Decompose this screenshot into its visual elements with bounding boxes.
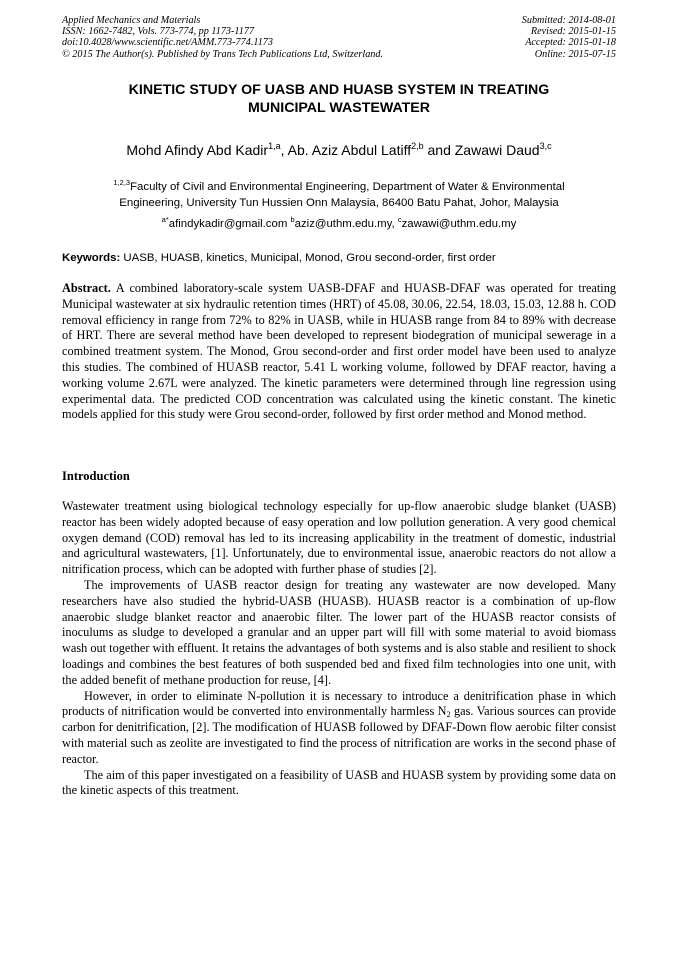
affiliation-sup: 1,2,3	[113, 178, 131, 187]
email-c-sup: c	[397, 215, 402, 224]
journal-copyright: © 2015 The Author(s). Published by Trans Tech Publications Ltd, Switzerland.	[62, 48, 384, 60]
affiliation-line-1: Faculty of Civil and Environmental Engineering, Department of Water & Environmental	[130, 181, 565, 193]
author-2: , Ab. Aziz Abdul Latiff	[280, 142, 412, 158]
introduction-body	[62, 499, 616, 799]
date-submitted: Submitted: 2014-08-01	[521, 15, 616, 26]
title-line-2: MUNICIPAL WASTEWATER	[247, 100, 431, 116]
abstract	[62, 281, 616, 423]
email-c[interactable]: zawawi@uthm.edu.my	[401, 218, 517, 230]
email-a-sup: a*	[161, 215, 169, 224]
journal-doi: doi:10.4028/www.scientific.net/AMM.773-774.1173	[62, 37, 273, 49]
journal-name: Applied Mechanics and Materials	[62, 15, 201, 26]
affiliation	[62, 180, 616, 211]
intro-paragraph-3	[62, 689, 616, 768]
journal-info	[62, 15, 383, 60]
journal-issn: ISSN: 1662-7482, Vols. 773-774, pp 1173-1177	[62, 26, 255, 38]
email-a[interactable]: afindykadir@gmail.com	[168, 218, 291, 230]
author-1-sup: 1,a	[268, 141, 281, 151]
intro-paragraph-2: The improvements of UASB reactor design for treating any wastewater are now developed. Many researchers have also studied the hybrid-UASB (HUASB). HUASB reactor is a combination of up-flow anaerobic sludge blanket reactor and anaerobic filter. The lower part of the HUASB reactor consists of inoculums as sludge to developed a granular and an upper part will fill with some material to avoid biomass wash out together with effluent. It retains the advantages of both systems and is also stable and resilient to shock loadings and combines the best features of both suspended bed and fixed film technologies into one unit, with the added benefit of methane production for reuse, [4].	[62, 577, 616, 687]
intro-paragraph-3-part-b: gas. Various sources can provide carbon for denitrification, [2]. The modification of HUASB followed by DFAF-Down flow aerobic filter consist with material such as zeolite are investigated to find the process of nitrification are works in the second phase of reactor.	[62, 704, 616, 766]
date-online: Online: 2015-07-15	[534, 48, 616, 60]
journal-header	[62, 15, 616, 60]
author-3: and Zawawi Daud	[423, 142, 540, 158]
intro-paragraph-4: The aim of this paper investigated on a feasibility of UASB and HUASB system by providing some data on the kinetic aspects of this treatment.	[62, 767, 616, 798]
author-3-sup: 3,c	[539, 141, 552, 151]
paper-title	[62, 81, 616, 117]
author-1: Mohd Afindy Abd Kadir	[126, 142, 269, 158]
email-b-sup: b	[290, 215, 295, 224]
abstract-text: A combined laboratory-scale system UASB-DFAF and HUASB-DFAF was operated for treating Municipal wastewater at six hydraulic retention times (HRT) of 45.08, 30.06, 22.54, 18.03, 15.03, 12.88 h. COD removal efficiency in range from 72% to 82% in UASB, while in HUASB range from 84 to 89% with decrease of HRT. There are several method have been developed to represent biodegration of municipal sewerage in a combined treatment system. The Monod, Grou second-order and first order model have been used to analyze this studies. The combined of HUASB reactor, 5.41 L working volume, followed by DFAF reactor, having a working volume 2.67L were analyzed. The kinetic parameters were determined through line regression using experimental data. The predicted COD concentration was calculated using the kinetic constant. The kinetic models applied for this study were Grou second-order, followed by first order method and Monod method.	[62, 281, 616, 422]
intro-paragraph-1: Wastewater treatment using biological technology especially for up-flow anaerobic sludge blanket (UASB) reactor has been widely adopted because of easy operation and low pollution generation. A very good chemical oxygen demand (COD) removal has led to its increasing applicability in the treatment of domestic, industrial and agricultural wastewaters, [1]. Unfortunately, due to environmental issue, anaerobic reactors do not allow a nitrification process, which can be adopted with further phase of studies [2].	[62, 499, 616, 577]
n2-subscript: 2	[446, 710, 451, 720]
author-emails	[62, 217, 616, 232]
keywords-text: UASB, HUASB, kinetics, Municipal, Monod, Grou second-order, first order	[120, 252, 496, 264]
keywords-label: Keywords:	[62, 252, 121, 264]
intro-paragraph-3-part-a: However, in order to eliminate N-pollution it is necessary to introduce a denitrification phase in which products of nitrification would be converted into environmentally harmless N	[62, 688, 616, 719]
date-accepted: Accepted: 2015-01-18	[525, 37, 616, 49]
author-list	[40, 141, 638, 159]
author-2-sup: 2,b	[411, 141, 424, 151]
introduction-heading: Introduction	[62, 469, 130, 483]
affiliation-line-2: Engineering, University Tun Hussien Onn Malaysia, 86400 Batu Pahat, Johor, Malaysia	[119, 196, 559, 209]
keywords	[62, 251, 616, 266]
publication-dates	[522, 15, 616, 60]
abstract-label: Abstract.	[62, 281, 111, 295]
email-b[interactable]: aziz@uthm.edu.my,	[294, 218, 398, 230]
title-line-1: KINETIC STUDY OF UASB AND HUASB SYSTEM IN TREATING	[128, 82, 550, 98]
date-revised: Revised: 2015-01-15	[530, 26, 616, 38]
